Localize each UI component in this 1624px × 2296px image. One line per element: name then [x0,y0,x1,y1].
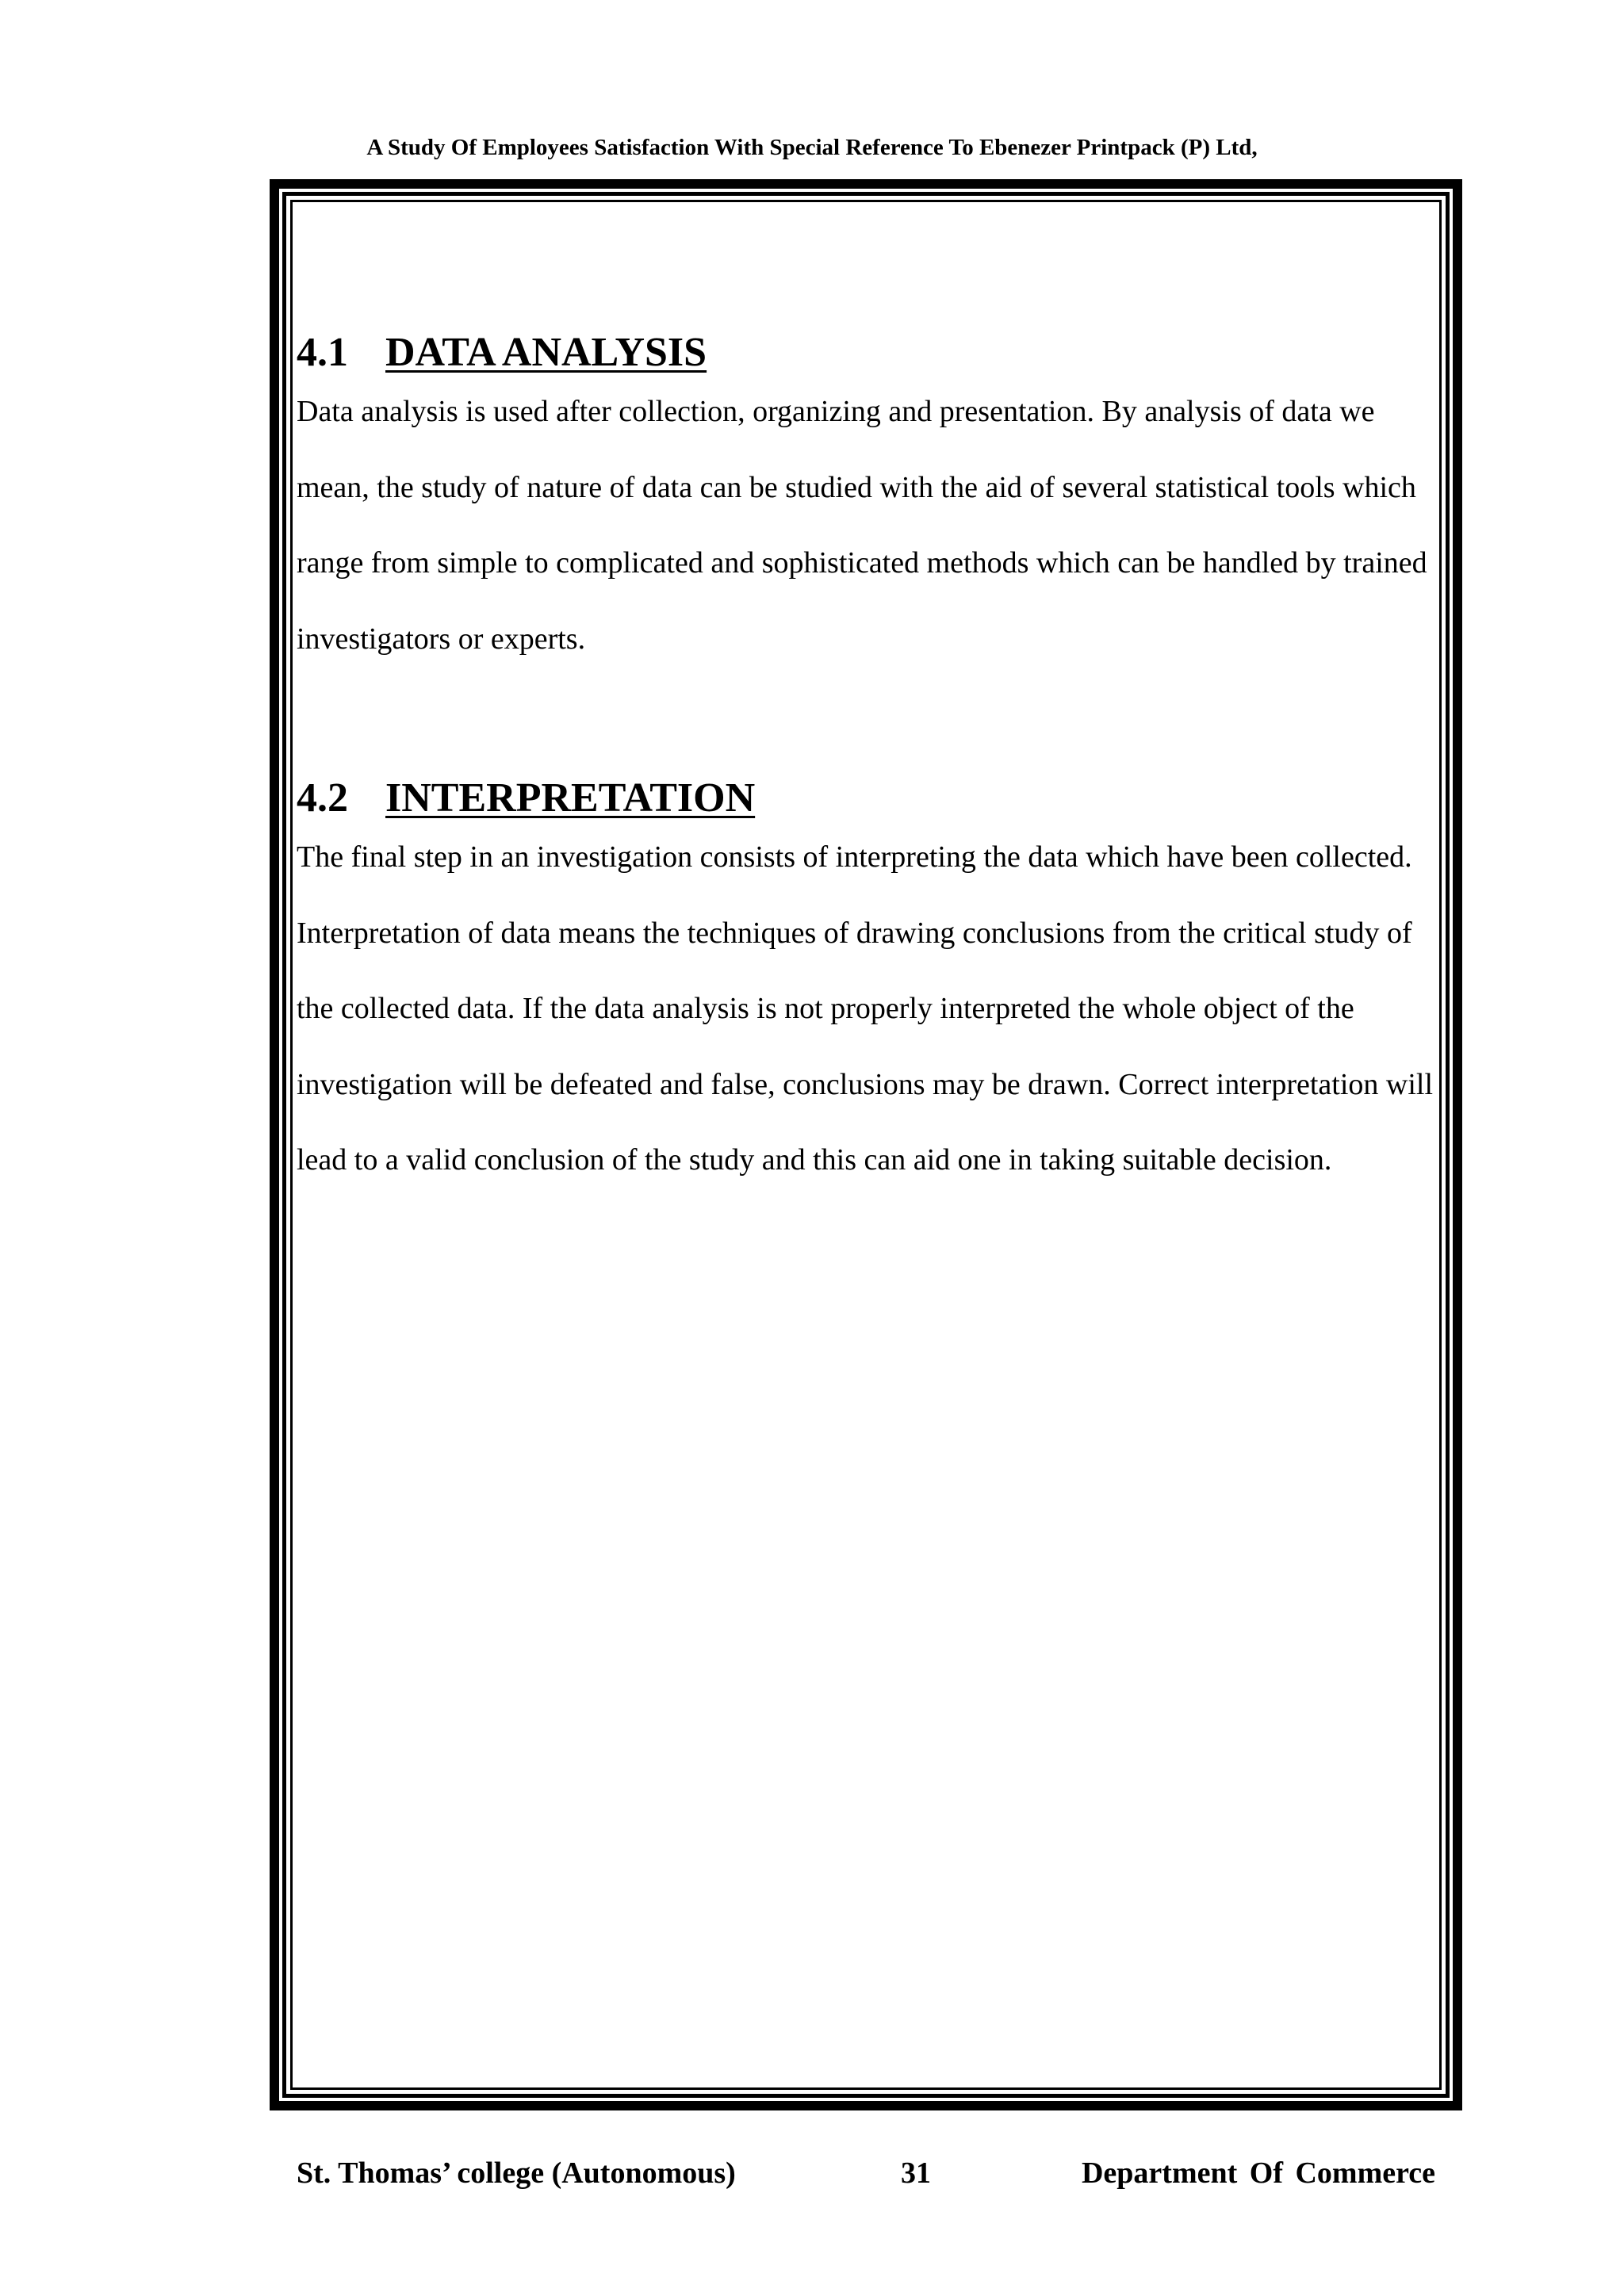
section-title: INTERPRETATION [385,775,756,821]
section-number: 4.1 [297,330,348,375]
section-data-analysis [297,325,1438,677]
section-body-paragraph: Data analysis is used after collection, organizing and presentation. By analysis of data we mean, the study of nature of data can be studied with the aid of several statistical tools which range from simple to complicated and sophisticated methods which can be handled by trained investigators or experts. [297,395,1427,656]
section-number: 4.2 [297,775,348,821]
section-heading [297,771,1438,826]
page-number: 31 [901,2156,931,2190]
section-interpretation [297,771,1438,1199]
section-body-paragraph: The final step in an investigation consists of interpreting the data which have been collected. Interpretation of data means the techniques of drawing conclusions from the critical study of the collected data. If the data analysis is not properly interpreted the whole object of the investigation will be defeated and false, conclusions may be drawn. Correct interpretation will lead to a valid conclusion of the study and this can aid one in taking suitable decision. [297,840,1433,1177]
footer-department: Department Of Commerce [1081,2156,1435,2190]
running-header: A Study Of Employees Satisfaction With Special Reference To Ebenezer Printpack (P) Ltd, [366,135,1258,160]
section-heading [297,325,1438,381]
section-title: DATA ANALYSIS [385,330,707,375]
footer-institution: St. Thomas’ college (Autonomous) [297,2156,736,2190]
